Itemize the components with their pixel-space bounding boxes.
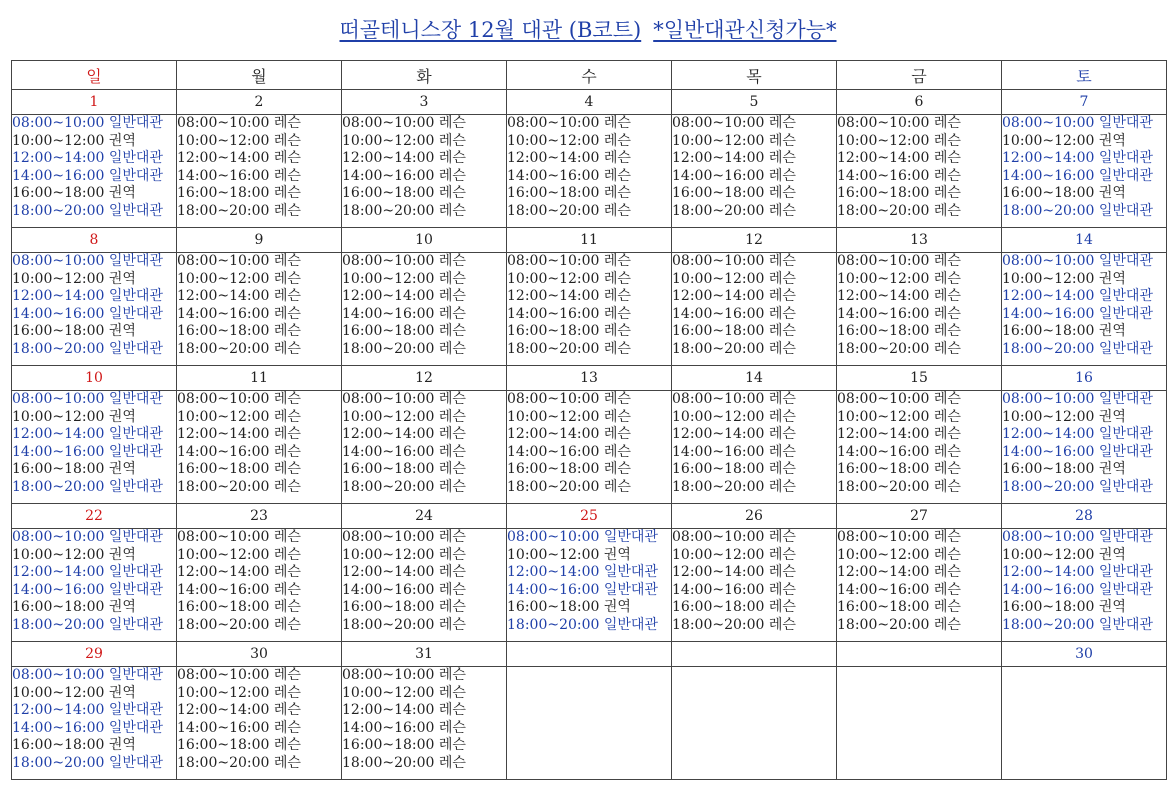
date-cell: 4 xyxy=(507,90,672,115)
time-slot: 10:00~12:00 권역 xyxy=(1002,408,1126,425)
time-slot: 18:00~20:00 일반대관 xyxy=(12,340,163,357)
time-slot: 18:00~20:00 레슨 xyxy=(177,478,301,495)
time-slot: 16:00~18:00 권역 xyxy=(1002,461,1126,478)
slots-row xyxy=(12,391,1167,504)
time-slot: 14:00~16:00 레슨 xyxy=(507,443,631,460)
time-slot: 08:00~10:00 일반대관 xyxy=(507,529,658,545)
time-slot: 18:00~20:00 레슨 xyxy=(507,202,631,219)
time-slot: 12:00~14:00 일반대관 xyxy=(12,426,163,443)
calendar-body xyxy=(12,90,1167,780)
time-slot: 10:00~12:00 레슨 xyxy=(177,132,301,149)
time-slot: 08:00~10:00 레슨 xyxy=(837,253,961,269)
time-slot: 12:00~14:00 일반대관 xyxy=(12,564,163,581)
day-schedule-cell xyxy=(507,115,672,228)
date-cell: 16 xyxy=(1002,366,1167,391)
time-slot: 12:00~14:00 레슨 xyxy=(507,288,631,305)
date-cell: 23 xyxy=(177,504,342,529)
weekday-header: 화 xyxy=(342,61,507,90)
time-slot: 18:00~20:00 일반대관 xyxy=(12,754,163,771)
time-slot: 18:00~20:00 레슨 xyxy=(672,340,796,357)
day-schedule-cell xyxy=(672,115,837,228)
time-slot: 14:00~16:00 레슨 xyxy=(177,719,301,736)
time-slot: 12:00~14:00 레슨 xyxy=(507,150,631,167)
time-slot: 14:00~16:00 레슨 xyxy=(177,443,301,460)
time-slot: 12:00~14:00 레슨 xyxy=(342,564,466,581)
day-schedule-cell xyxy=(177,667,342,780)
time-slot: 10:00~12:00 권역 xyxy=(12,684,136,701)
day-schedule-cell xyxy=(177,253,342,366)
time-slot: 14:00~16:00 일반대관 xyxy=(1002,305,1153,322)
time-slot: 14:00~16:00 레슨 xyxy=(837,443,961,460)
time-slot: 16:00~18:00 레슨 xyxy=(342,185,466,202)
time-slot: 18:00~20:00 레슨 xyxy=(342,202,466,219)
time-slot: 10:00~12:00 레슨 xyxy=(342,684,466,701)
day-schedule-cell xyxy=(1002,253,1167,366)
day-schedule-cell xyxy=(12,667,177,780)
time-slot: 10:00~12:00 레슨 xyxy=(837,132,961,149)
time-slot: 12:00~14:00 일반대관 xyxy=(1002,288,1153,305)
time-slot: 16:00~18:00 레슨 xyxy=(507,461,631,478)
time-slot: 10:00~12:00 권역 xyxy=(507,546,631,563)
day-schedule-cell xyxy=(177,529,342,642)
time-slot: 14:00~16:00 일반대관 xyxy=(12,443,163,460)
date-cell: 2 xyxy=(177,90,342,115)
time-slot: 12:00~14:00 레슨 xyxy=(837,426,961,443)
time-slot: 14:00~16:00 레슨 xyxy=(177,581,301,598)
time-slot: 18:00~20:00 레슨 xyxy=(177,202,301,219)
time-slot: 08:00~10:00 레슨 xyxy=(507,391,631,407)
date-cell: 28 xyxy=(1002,504,1167,529)
day-schedule-cell xyxy=(342,667,507,780)
date-cell: 10 xyxy=(342,228,507,253)
time-slot: 14:00~16:00 레슨 xyxy=(837,167,961,184)
date-cell: 14 xyxy=(672,366,837,391)
time-slot: 18:00~20:00 레슨 xyxy=(837,616,961,633)
date-cell: 12 xyxy=(672,228,837,253)
time-slot: 18:00~20:00 일반대관 xyxy=(1002,202,1153,219)
time-slot: 12:00~14:00 일반대관 xyxy=(507,564,658,581)
time-slot: 16:00~18:00 권역 xyxy=(12,461,136,478)
day-schedule-cell xyxy=(1002,667,1167,780)
time-slot: 08:00~10:00 일반대관 xyxy=(12,529,163,545)
date-cell: 26 xyxy=(672,504,837,529)
time-slot: 14:00~16:00 레슨 xyxy=(672,305,796,322)
time-slot: 16:00~18:00 레슨 xyxy=(507,185,631,202)
time-slot: 14:00~16:00 레슨 xyxy=(672,443,796,460)
time-slot: 16:00~18:00 레슨 xyxy=(672,599,796,616)
time-slot: 08:00~10:00 레슨 xyxy=(177,115,301,131)
time-slot: 10:00~12:00 레슨 xyxy=(837,408,961,425)
date-cell: 1 xyxy=(12,90,177,115)
day-schedule-cell xyxy=(1002,529,1167,642)
time-slot: 16:00~18:00 레슨 xyxy=(342,599,466,616)
date-row xyxy=(12,642,1167,667)
date-cell: 11 xyxy=(177,366,342,391)
time-slot: 08:00~10:00 레슨 xyxy=(672,391,796,407)
time-slot: 14:00~16:00 일반대관 xyxy=(1002,581,1153,598)
day-schedule-cell xyxy=(672,529,837,642)
time-slot: 16:00~18:00 권역 xyxy=(12,599,136,616)
time-slot: 08:00~10:00 레슨 xyxy=(342,667,466,683)
title-note: *일반대관신청가능* xyxy=(653,18,837,42)
weekday-header: 금 xyxy=(837,61,1002,90)
day-schedule-cell xyxy=(342,529,507,642)
time-slot: 16:00~18:00 레슨 xyxy=(837,599,961,616)
day-schedule-cell xyxy=(672,253,837,366)
time-slot: 08:00~10:00 레슨 xyxy=(342,391,466,407)
time-slot: 14:00~16:00 레슨 xyxy=(672,581,796,598)
time-slot: 16:00~18:00 레슨 xyxy=(177,185,301,202)
date-cell: 15 xyxy=(837,366,1002,391)
time-slot: 16:00~18:00 레슨 xyxy=(672,461,796,478)
weekday-header: 목 xyxy=(672,61,837,90)
time-slot: 16:00~18:00 레슨 xyxy=(177,323,301,340)
day-schedule-cell xyxy=(12,253,177,366)
time-slot: 08:00~10:00 레슨 xyxy=(507,253,631,269)
slots-row xyxy=(12,253,1167,366)
time-slot: 14:00~16:00 일반대관 xyxy=(1002,443,1153,460)
time-slot: 08:00~10:00 일반대관 xyxy=(1002,115,1153,131)
day-schedule-cell xyxy=(342,253,507,366)
time-slot: 16:00~18:00 레슨 xyxy=(672,323,796,340)
time-slot: 14:00~16:00 레슨 xyxy=(177,167,301,184)
date-row xyxy=(12,504,1167,529)
date-cell: 30 xyxy=(177,642,342,667)
time-slot: 14:00~16:00 일반대관 xyxy=(12,305,163,322)
time-slot: 12:00~14:00 레슨 xyxy=(177,150,301,167)
time-slot: 08:00~10:00 레슨 xyxy=(672,115,796,131)
time-slot: 12:00~14:00 레슨 xyxy=(672,426,796,443)
time-slot: 14:00~16:00 레슨 xyxy=(342,305,466,322)
time-slot: 08:00~10:00 레슨 xyxy=(342,253,466,269)
time-slot: 18:00~20:00 레슨 xyxy=(177,616,301,633)
date-cell: 9 xyxy=(177,228,342,253)
time-slot: 12:00~14:00 레슨 xyxy=(342,426,466,443)
time-slot: 12:00~14:00 일반대관 xyxy=(12,288,163,305)
day-schedule-cell xyxy=(507,253,672,366)
time-slot: 18:00~20:00 일반대관 xyxy=(12,616,163,633)
time-slot: 10:00~12:00 권역 xyxy=(12,132,136,149)
time-slot: 18:00~20:00 일반대관 xyxy=(1002,340,1153,357)
weekday-header: 월 xyxy=(177,61,342,90)
date-cell: 7 xyxy=(1002,90,1167,115)
time-slot: 18:00~20:00 일반대관 xyxy=(1002,616,1153,633)
time-slot: 18:00~20:00 레슨 xyxy=(342,478,466,495)
time-slot: 08:00~10:00 레슨 xyxy=(342,529,466,545)
time-slot: 16:00~18:00 레슨 xyxy=(342,461,466,478)
time-slot: 18:00~20:00 레슨 xyxy=(507,478,631,495)
time-slot: 10:00~12:00 레슨 xyxy=(837,270,961,287)
time-slot: 08:00~10:00 레슨 xyxy=(837,529,961,545)
time-slot: 12:00~14:00 레슨 xyxy=(672,288,796,305)
day-schedule-cell xyxy=(177,391,342,504)
date-cell: 13 xyxy=(837,228,1002,253)
time-slot: 08:00~10:00 레슨 xyxy=(507,115,631,131)
date-row xyxy=(12,90,1167,115)
date-cell: 5 xyxy=(672,90,837,115)
time-slot: 18:00~20:00 레슨 xyxy=(672,478,796,495)
time-slot: 10:00~12:00 레슨 xyxy=(837,546,961,563)
time-slot: 10:00~12:00 레슨 xyxy=(342,408,466,425)
time-slot: 10:00~12:00 레슨 xyxy=(342,132,466,149)
time-slot: 12:00~14:00 일반대관 xyxy=(1002,564,1153,581)
time-slot: 14:00~16:00 레슨 xyxy=(177,305,301,322)
time-slot: 16:00~18:00 레슨 xyxy=(837,323,961,340)
day-schedule-cell xyxy=(837,529,1002,642)
date-cell: 25 xyxy=(507,504,672,529)
date-cell xyxy=(672,642,837,667)
date-cell: 11 xyxy=(507,228,672,253)
time-slot: 14:00~16:00 레슨 xyxy=(507,305,631,322)
time-slot: 18:00~20:00 일반대관 xyxy=(12,202,163,219)
time-slot: 10:00~12:00 레슨 xyxy=(342,546,466,563)
time-slot: 10:00~12:00 권역 xyxy=(12,546,136,563)
date-cell: 22 xyxy=(12,504,177,529)
time-slot: 12:00~14:00 레슨 xyxy=(672,150,796,167)
day-schedule-cell xyxy=(1002,115,1167,228)
slots-row xyxy=(12,115,1167,228)
time-slot: 12:00~14:00 레슨 xyxy=(837,564,961,581)
time-slot: 08:00~10:00 일반대관 xyxy=(1002,253,1153,269)
time-slot: 12:00~14:00 레슨 xyxy=(177,702,301,719)
title-main: 떠골테니스장 12월 대관 (B코트) xyxy=(339,18,642,42)
time-slot: 12:00~14:00 레슨 xyxy=(177,426,301,443)
time-slot: 10:00~12:00 레슨 xyxy=(177,546,301,563)
day-schedule-cell xyxy=(837,253,1002,366)
time-slot: 16:00~18:00 레슨 xyxy=(177,737,301,754)
time-slot: 14:00~16:00 일반대관 xyxy=(507,581,658,598)
day-schedule-cell xyxy=(837,115,1002,228)
weekday-header: 수 xyxy=(507,61,672,90)
time-slot: 14:00~16:00 레슨 xyxy=(507,167,631,184)
time-slot: 08:00~10:00 레슨 xyxy=(177,253,301,269)
date-cell: 12 xyxy=(342,366,507,391)
calendar-table xyxy=(11,60,1167,780)
weekday-header: 토 xyxy=(1002,61,1167,90)
time-slot: 18:00~20:00 레슨 xyxy=(507,340,631,357)
time-slot: 14:00~16:00 레슨 xyxy=(672,167,796,184)
time-slot: 10:00~12:00 레슨 xyxy=(177,270,301,287)
date-cell: 24 xyxy=(342,504,507,529)
time-slot: 08:00~10:00 레슨 xyxy=(177,529,301,545)
time-slot: 08:00~10:00 일반대관 xyxy=(12,667,163,683)
date-row xyxy=(12,228,1167,253)
day-schedule-cell xyxy=(12,529,177,642)
time-slot: 08:00~10:00 레슨 xyxy=(837,391,961,407)
day-schedule-cell xyxy=(342,115,507,228)
time-slot: 10:00~12:00 권역 xyxy=(1002,132,1126,149)
time-slot: 16:00~18:00 권역 xyxy=(1002,599,1126,616)
day-schedule-cell xyxy=(177,115,342,228)
time-slot: 10:00~12:00 레슨 xyxy=(507,270,631,287)
time-slot: 16:00~18:00 레슨 xyxy=(342,737,466,754)
time-slot: 14:00~16:00 일반대관 xyxy=(12,581,163,598)
time-slot: 10:00~12:00 레슨 xyxy=(177,684,301,701)
time-slot: 08:00~10:00 일반대관 xyxy=(12,391,163,407)
time-slot: 16:00~18:00 권역 xyxy=(1002,323,1126,340)
time-slot: 16:00~18:00 레슨 xyxy=(177,461,301,478)
day-schedule-cell xyxy=(837,391,1002,504)
time-slot: 12:00~14:00 일반대관 xyxy=(1002,426,1153,443)
time-slot: 08:00~10:00 일반대관 xyxy=(1002,529,1153,545)
date-cell: 13 xyxy=(507,366,672,391)
date-cell xyxy=(837,642,1002,667)
time-slot: 18:00~20:00 일반대관 xyxy=(12,478,163,495)
day-schedule-cell xyxy=(837,667,1002,780)
time-slot: 16:00~18:00 권역 xyxy=(12,323,136,340)
time-slot: 10:00~12:00 레슨 xyxy=(672,546,796,563)
time-slot: 18:00~20:00 레슨 xyxy=(342,754,466,771)
time-slot: 18:00~20:00 레슨 xyxy=(837,478,961,495)
time-slot: 16:00~18:00 레슨 xyxy=(342,323,466,340)
time-slot: 18:00~20:00 레슨 xyxy=(672,616,796,633)
time-slot: 16:00~18:00 레슨 xyxy=(177,599,301,616)
time-slot: 16:00~18:00 권역 xyxy=(12,737,136,754)
day-schedule-cell xyxy=(342,391,507,504)
time-slot: 18:00~20:00 일반대관 xyxy=(507,616,658,633)
time-slot: 08:00~10:00 일반대관 xyxy=(12,253,163,269)
time-slot: 10:00~12:00 권역 xyxy=(12,270,136,287)
time-slot: 16:00~18:00 레슨 xyxy=(507,323,631,340)
time-slot: 10:00~12:00 레슨 xyxy=(672,132,796,149)
slots-row xyxy=(12,667,1167,780)
day-schedule-cell xyxy=(507,667,672,780)
date-cell: 27 xyxy=(837,504,1002,529)
time-slot: 18:00~20:00 레슨 xyxy=(177,754,301,771)
time-slot: 14:00~16:00 일반대관 xyxy=(1002,167,1153,184)
time-slot: 18:00~20:00 일반대관 xyxy=(1002,478,1153,495)
time-slot: 16:00~18:00 권역 xyxy=(507,599,631,616)
time-slot: 16:00~18:00 레슨 xyxy=(837,185,961,202)
time-slot: 12:00~14:00 레슨 xyxy=(837,150,961,167)
time-slot: 10:00~12:00 권역 xyxy=(12,408,136,425)
day-schedule-cell xyxy=(12,115,177,228)
date-cell: 31 xyxy=(342,642,507,667)
time-slot: 12:00~14:00 일반대관 xyxy=(12,702,163,719)
time-slot: 08:00~10:00 레슨 xyxy=(837,115,961,131)
time-slot: 10:00~12:00 레슨 xyxy=(672,408,796,425)
day-schedule-cell xyxy=(672,391,837,504)
time-slot: 14:00~16:00 레슨 xyxy=(342,167,466,184)
weekday-header: 일 xyxy=(12,61,177,90)
date-cell: 10 xyxy=(12,366,177,391)
date-cell: 14 xyxy=(1002,228,1167,253)
time-slot: 14:00~16:00 레슨 xyxy=(837,581,961,598)
day-schedule-cell xyxy=(1002,391,1167,504)
time-slot: 12:00~14:00 레슨 xyxy=(177,564,301,581)
date-cell: 8 xyxy=(12,228,177,253)
time-slot: 12:00~14:00 레슨 xyxy=(177,288,301,305)
time-slot: 08:00~10:00 레슨 xyxy=(177,667,301,683)
time-slot: 08:00~10:00 레슨 xyxy=(672,529,796,545)
page-title xyxy=(0,14,1176,44)
time-slot: 18:00~20:00 레슨 xyxy=(177,340,301,357)
time-slot: 14:00~16:00 레슨 xyxy=(342,581,466,598)
time-slot: 12:00~14:00 레슨 xyxy=(342,702,466,719)
date-cell: 29 xyxy=(12,642,177,667)
time-slot: 12:00~14:00 레슨 xyxy=(672,564,796,581)
time-slot: 16:00~18:00 권역 xyxy=(1002,185,1126,202)
time-slot: 10:00~12:00 레슨 xyxy=(507,408,631,425)
time-slot: 14:00~16:00 일반대관 xyxy=(12,167,163,184)
time-slot: 16:00~18:00 레슨 xyxy=(837,461,961,478)
time-slot: 10:00~12:00 권역 xyxy=(1002,546,1126,563)
time-slot: 14:00~16:00 레슨 xyxy=(342,719,466,736)
time-slot: 14:00~16:00 레슨 xyxy=(837,305,961,322)
time-slot: 12:00~14:00 일반대관 xyxy=(12,150,163,167)
time-slot: 10:00~12:00 레슨 xyxy=(672,270,796,287)
time-slot: 18:00~20:00 레슨 xyxy=(342,340,466,357)
time-slot: 10:00~12:00 레슨 xyxy=(342,270,466,287)
time-slot: 08:00~10:00 레슨 xyxy=(342,115,466,131)
time-slot: 12:00~14:00 레슨 xyxy=(342,288,466,305)
time-slot: 12:00~14:00 레슨 xyxy=(507,426,631,443)
time-slot: 12:00~14:00 레슨 xyxy=(342,150,466,167)
time-slot: 14:00~16:00 레슨 xyxy=(342,443,466,460)
date-cell: 3 xyxy=(342,90,507,115)
day-schedule-cell xyxy=(672,667,837,780)
weekday-header-row xyxy=(12,61,1167,90)
day-schedule-cell xyxy=(507,391,672,504)
date-cell xyxy=(507,642,672,667)
time-slot: 12:00~14:00 레슨 xyxy=(837,288,961,305)
time-slot: 18:00~20:00 레슨 xyxy=(837,340,961,357)
time-slot: 14:00~16:00 일반대관 xyxy=(12,719,163,736)
time-slot: 08:00~10:00 레슨 xyxy=(177,391,301,407)
date-row xyxy=(12,366,1167,391)
time-slot: 10:00~12:00 레슨 xyxy=(507,132,631,149)
time-slot: 10:00~12:00 레슨 xyxy=(177,408,301,425)
day-schedule-cell xyxy=(12,391,177,504)
time-slot: 18:00~20:00 레슨 xyxy=(672,202,796,219)
time-slot: 10:00~12:00 권역 xyxy=(1002,270,1126,287)
time-slot: 12:00~14:00 일반대관 xyxy=(1002,150,1153,167)
date-cell: 30 xyxy=(1002,642,1167,667)
slots-row xyxy=(12,529,1167,642)
time-slot: 08:00~10:00 일반대관 xyxy=(1002,391,1153,407)
time-slot: 08:00~10:00 레슨 xyxy=(672,253,796,269)
time-slot: 18:00~20:00 레슨 xyxy=(342,616,466,633)
time-slot: 18:00~20:00 레슨 xyxy=(837,202,961,219)
time-slot: 08:00~10:00 일반대관 xyxy=(12,115,163,131)
time-slot: 16:00~18:00 권역 xyxy=(12,185,136,202)
date-cell: 6 xyxy=(837,90,1002,115)
day-schedule-cell xyxy=(507,529,672,642)
time-slot: 16:00~18:00 레슨 xyxy=(672,185,796,202)
